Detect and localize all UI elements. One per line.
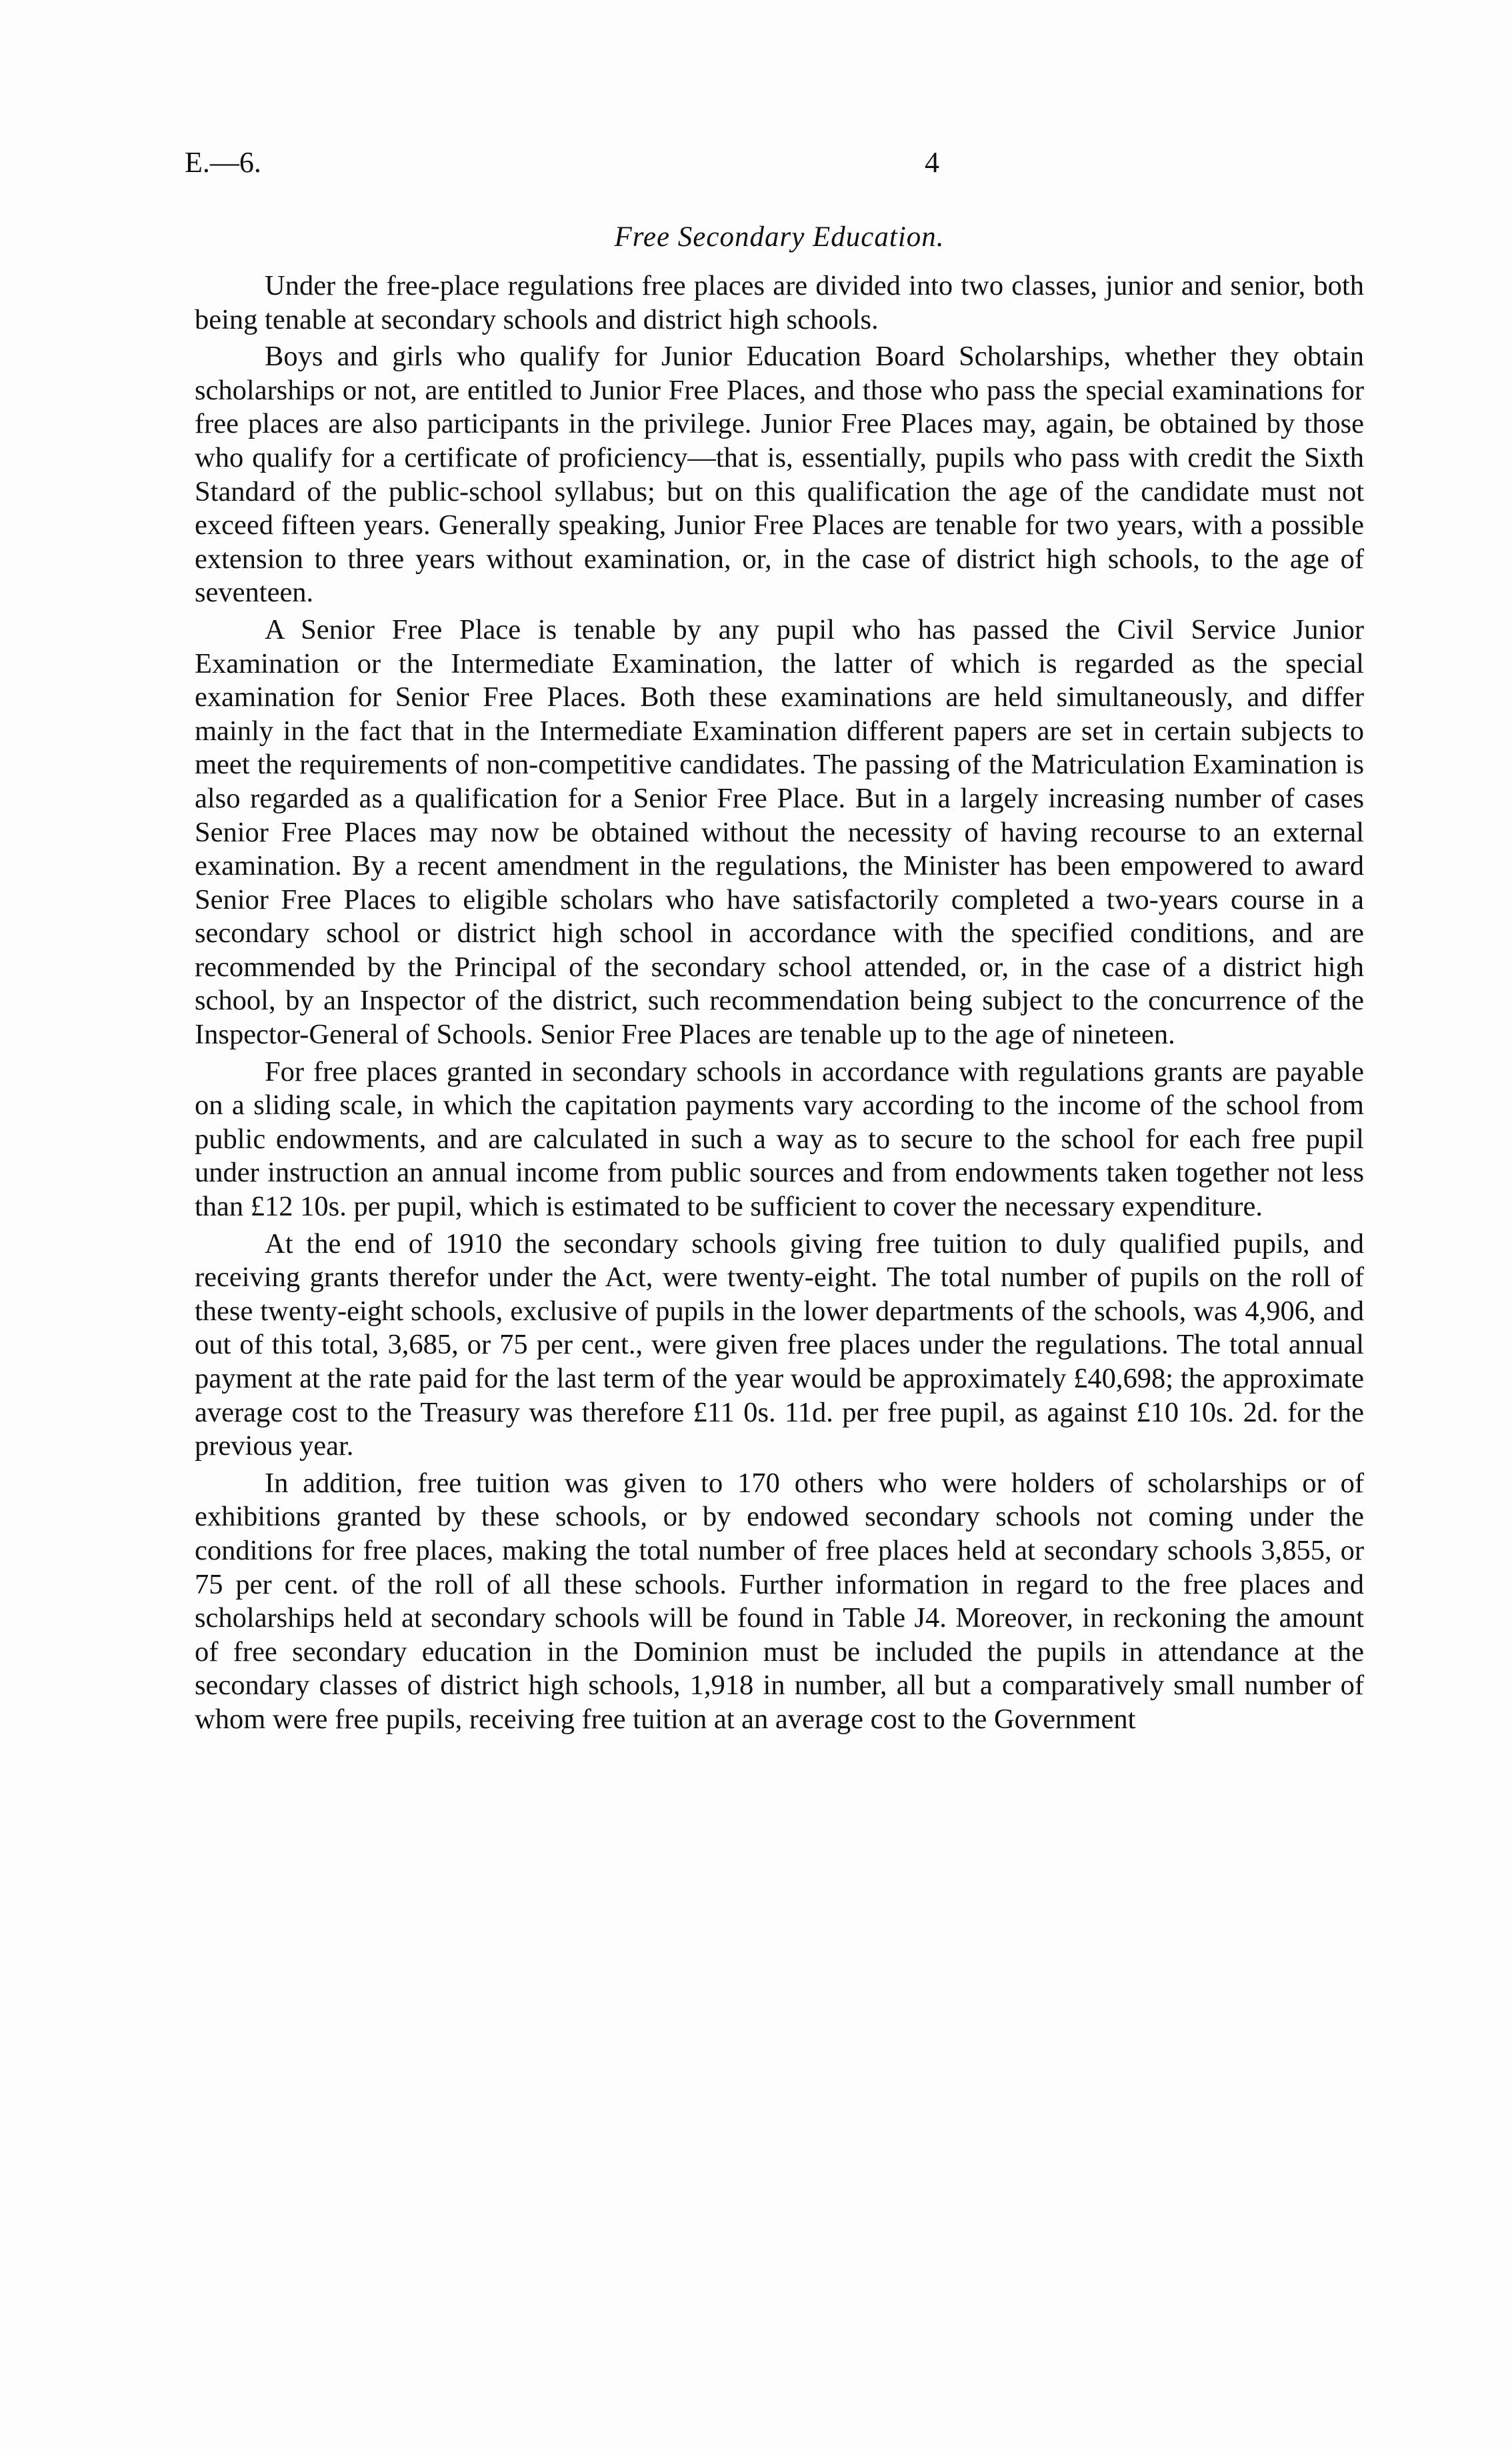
paragraph-senior-free-places: A Senior Free Place is tenable by any pupil who has passed the Civil Service Junior Examination or the Intermediate Examination, the latter of which is regarded as the special examination for Senior Free Places. Both these examinations are held simultaneously, and differ mainly in the fact that in the Intermediate Examination different papers are set in certain subjects to meet the requirements of non-competitive candidates. The passing of the Matriculation Examination is also regarded as a qualification for a Senior Free Place. But in a largely increasing number of cases Senior Free Places may now be obtained without the necessity of having recourse to an external examination. By a recent amendment in the regulations, the Minister has been empowered to award Senior Free Places to eligible scholars who have satisfactorily completed a two-years course in a secondary school or district high school in accordance with the specified conditions, and are recommended by the Principal of the secondary school attended, or, in the case of a district high school, by an Inspector of the district, such recommendation being subject to the concurrence of the Inspector-General of Schools. Senior Free Places are tenable up to the age of nineteen. xyxy=(195,613,1364,1051)
body-text xyxy=(195,220,1364,1740)
paragraph-free-place-classes: Under the free-place regulations free places are divided into two classes, junior and senior, both being tenable at secondary schools and district high schools. xyxy=(195,270,1364,335)
page-header xyxy=(185,145,1378,185)
document-reference: E.—6. xyxy=(185,146,261,179)
paragraph-grants: For free places granted in secondary schools in accordance with regulations grants are payable on a sliding scale, in which the capitation payments vary according to the income of the school from public endowments, and are calculated in such a way as to secure to the school for each free pupil under instruction an annual income from public sources and from endowments taken together not less than £12 10s. per pupil, which is estimated to be sufficient to cover the necessary expenditure. xyxy=(195,1055,1364,1223)
paragraph-1910-statistics: At the end of 1910 the secondary schools giving free tuition to duly qualified pupils, and receiving grants therefor under the Act, were twenty-eight. The total number of pupils on the roll of these twenty-eight schools, exclusive of pupils in the lower departments of the schools, was 4,906, and out of this total, 3,685, or 75 per cent., were given free places under the regulations. The total annual payment at the rate paid for the last term of the year would be approximately £40,698; the approximate average cost to the Treasury was therefore £11 0s. 11d. per free pupil, as against £10 10s. 2d. for the previous year. xyxy=(195,1228,1364,1462)
paragraph-additional-tuition: In addition, free tuition was given to 170 others who were holders of scholarships or of exhibitions granted by these schools, or by endowed secondary schools not coming under the conditions for free places, making the total number of free places held at secondary schools 3,855, or 75 per cent. of the roll of all these schools. Further information in regard to the free places and scholarships held at secondary schools will be found in Table J4. Moreover, in reckoning the amount of free secondary education in the Dominion must be included the pupils in attendance at the secondary classes of district high schools, 1,918 in number, all but a comparatively small number of whom were free pupils, receiving free tuition at an average cost to the Government xyxy=(195,1467,1364,1735)
page-number: 4 xyxy=(925,146,939,179)
section-title: Free Secondary Education. xyxy=(614,221,945,253)
paragraph-junior-free-places: Boys and girls who qualify for Junior Education Board Scholarships, whether they obtain scholarships or not, are entitled to Junior Free Places, and those who pass the special examinations for free places are also participants in the privilege. Junior Free Places may, again, be obtained by those who qualify for a certificate of proficiency—that is, essentially, pupils who pass with credit the Sixth Standard of the public-school syllabus; but on this qualification the age of the candidate must not exceed fifteen years. Generally speaking, Junior Free Places are tenable for two years, with a possible extension to three years without examination, or, in the case of district high schools, to the age of seventeen. xyxy=(195,341,1364,609)
